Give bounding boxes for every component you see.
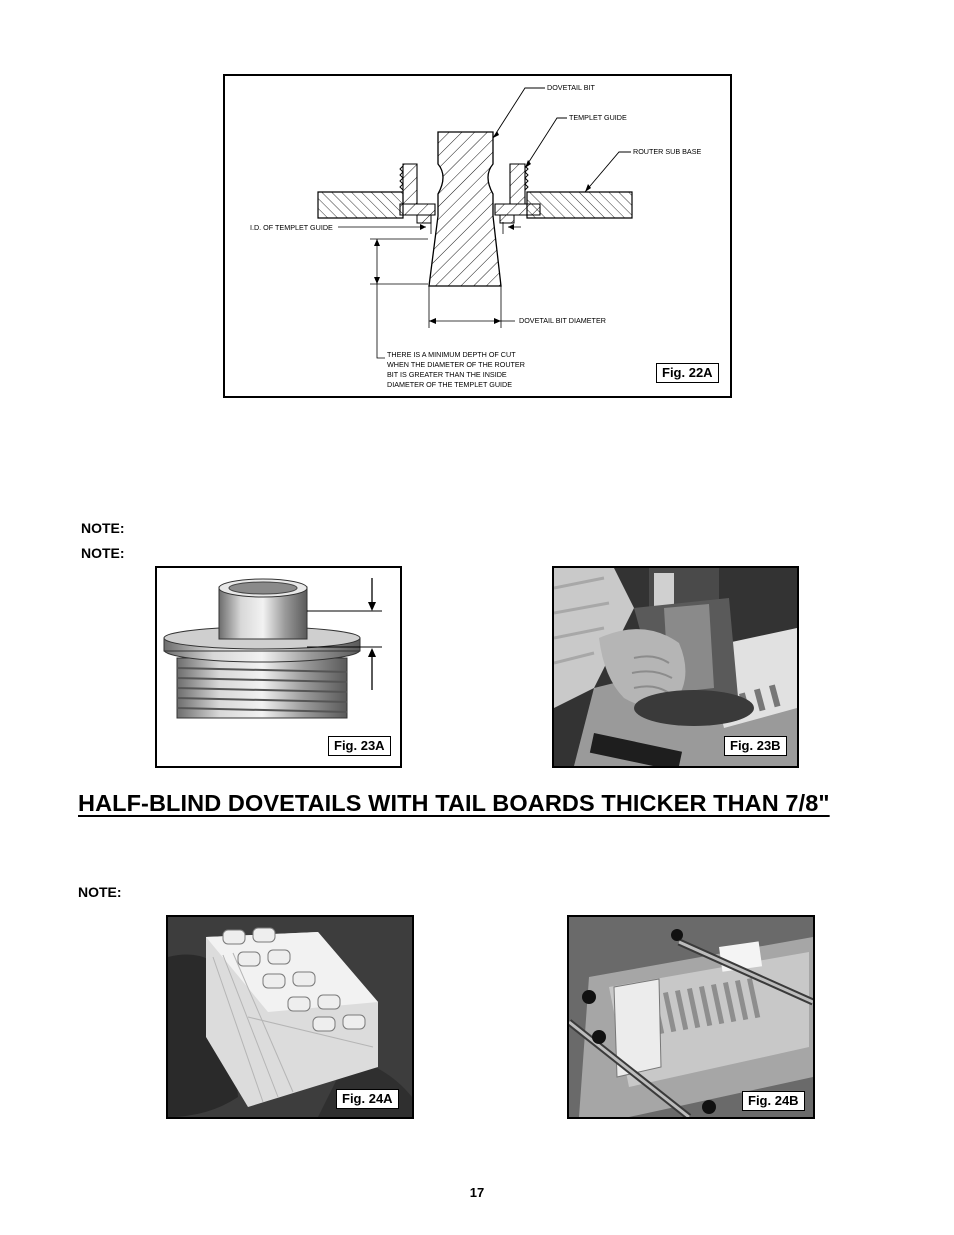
callout-router-sub-base: ROUTER SUB BASE — [633, 147, 702, 156]
dovetail-bit-shape — [429, 132, 501, 286]
figure-24b — [567, 915, 815, 1119]
callout-min-depth-line1: THERE IS A MINIMUM DEPTH OF CUT — [387, 350, 516, 359]
fig-23a-label: Fig. 23A — [328, 736, 391, 756]
fig-24b-label: Fig. 24B — [742, 1091, 805, 1111]
figure-24a — [166, 915, 414, 1119]
callout-templet-guide: TEMPLET GUIDE — [569, 113, 627, 122]
dovetail-cross-section-diagram — [225, 76, 730, 396]
figure-22a — [223, 74, 732, 398]
page-number: 17 — [469, 1185, 485, 1200]
callout-dovetail-bit: DOVETAIL BIT — [547, 83, 595, 92]
callout-min-depth-line3: BIT IS GREATER THAN THE INSIDE — [387, 370, 507, 379]
callout-min-depth-line2: WHEN THE DIAMETER OF THE ROUTER — [387, 360, 525, 369]
note-label-3: NOTE: — [78, 884, 122, 900]
fig-22a-label: Fig. 22A — [656, 363, 719, 383]
figure-23b — [552, 566, 799, 768]
sub-base-left — [318, 192, 403, 218]
sub-base-right — [527, 192, 632, 218]
figure-23a — [155, 566, 402, 768]
dovetail-jig-photo — [569, 917, 813, 1117]
note-label-2: NOTE: — [81, 545, 125, 561]
dovetail-board-in-hand-photo — [168, 917, 412, 1117]
callout-min-depth-line4: DIAMETER OF THE TEMPLET GUIDE — [387, 380, 513, 389]
fig-24a-label: Fig. 24A — [336, 1089, 399, 1109]
note-label-1: NOTE: — [81, 520, 125, 536]
callout-id-templet-guide: I.D. OF TEMPLET GUIDE — [250, 223, 333, 232]
callout-dovetail-bit-diameter: DOVETAIL BIT DIAMETER — [519, 316, 606, 325]
section-heading: HALF-BLIND DOVETAILS WITH TAIL BOARDS THICKER THAN 7/8" — [78, 790, 830, 816]
fig-23b-label: Fig. 23B — [724, 736, 787, 756]
